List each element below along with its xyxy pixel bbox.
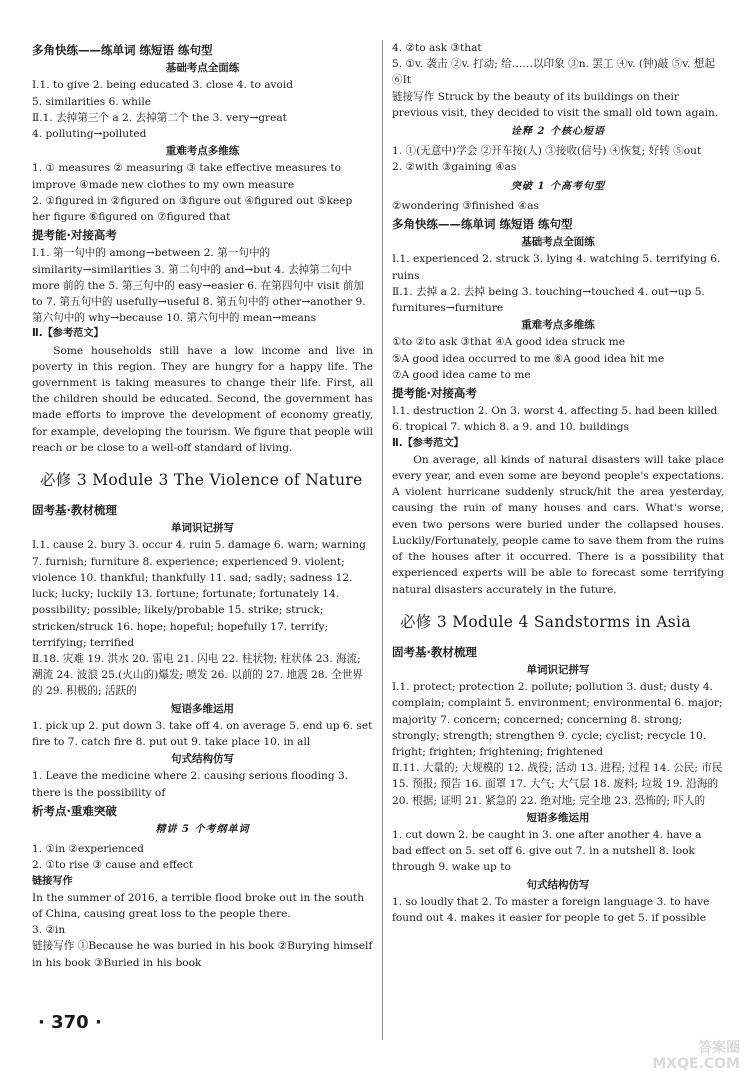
right-sec-8: 多角快练——练单词 练短语 练句型 [392, 217, 573, 232]
column-divider [382, 40, 383, 1040]
left-line-19: 1. pick up 2. put down 3. take off 4. on average 5. end up 6. set fire to 7. catch fire 8. put out 9. take place 10. in all [32, 719, 373, 748]
left-lbl-26: 链接写作 [32, 875, 73, 887]
right-sub-12: 重难考点多维练 [521, 319, 595, 332]
left-sub-6: 重难考点多维练 [165, 145, 240, 158]
right-line-0: 4. ②to ask ③that [392, 42, 482, 54]
left-line-4: Ⅱ.1. 去掉第三个 a 2. 去掉第二个 the 3. very→great [32, 111, 287, 124]
right-sec-21: 固考基·教材梳理 [392, 644, 477, 659]
left-line-3: 5. similarities 6. while [32, 95, 152, 108]
left-line-7: 1. ① measures ② measuring ③ take effective measures to improve ④made new clothes to my own measure [32, 162, 341, 191]
left-lbl-11: Ⅱ.【参考范文】 [32, 328, 104, 340]
right-mod-20: 必修 3 Module 4 Sandstorms in Asia [400, 612, 691, 631]
left-line-2: Ⅰ.1. to give 2. being educated 3. close 4. to avoid [32, 79, 294, 92]
right-line-7: ②wondering ③finished ④as [392, 199, 539, 212]
right-line-5: 2. ②with ③gaining ④as [392, 161, 517, 174]
left-sub-1: 基础考点全面练 [165, 62, 240, 75]
right-line-1: 5. ①v. 袭击 ②v. 打动; 给……以印象 ③n. 罢工 ④v. (钟)敲 ⑤v. 想起 ⑥It [392, 58, 715, 87]
right-line-15: ⑦A good idea came to me [392, 368, 531, 381]
right-line-11: Ⅱ.1. 去掉 a 2. 去掉 being 3. touching→touched 4. out→up 5. furnitures→furniture [392, 285, 705, 315]
right-line-17: Ⅰ.1. destruction 2. On 3. worst 4. affecting 5. had been killed 6. tropical 7. which 8. a 9. and 10. buildings [392, 405, 718, 434]
left-line-28: 3. ②in [32, 924, 66, 937]
left-sub-20: 句式结构仿写 [171, 753, 234, 766]
left-line-25: 2. ①to rise ③ cause and effect [32, 859, 194, 872]
left-line-16: Ⅰ.1. cause 2. bury 3. occur 4. ruin 5. damage 6. warn; warning 7. furnish; furniture 8. experience; experienced 9. violent; violence 10. thankful; thankfully 11. sad; sadly; sadness 12. luck; lucky; luckily 13. fortune; fortunate; fortunately 14. possibility; possible; likely/probable 15. strike; struck; stricken/struck 16. hope; hopeful; hopefully 17. terrify; terrifying; terrified [32, 539, 366, 649]
left-sub-18: 短语多维运用 [171, 702, 234, 715]
right-column [392, 40, 724, 926]
left-line-17: Ⅱ.18. 灾难 19. 洪水 20. 雷电 21. 闪电 22. 柱状物; 柱状体 23. 海流; 潮流 24. 波浪 25.(火山的)爆发; 喷发 26. 以前的 27. 地震 28. 全世界的 29. 积极的; 活跃的 [32, 652, 364, 698]
right-sub-22: 单词识记拼写 [526, 663, 590, 676]
right-line-26: 1. cut down 2. be caught in 3. one after another 4. have a bad effect on 5. set off 6. give out 7. in a nutshell 8. look through 9. wake up to [392, 828, 702, 874]
right-line-14: ⑤A good idea occurred to me ⑥A good idea hit me [392, 352, 665, 365]
page-number: · 370 · [38, 1012, 102, 1033]
right-line-10: Ⅰ.1. experienced 2. struck 3. lying 4. watching 5. terrifying 6. ruins [392, 253, 721, 282]
right-sub-9: 基础考点全面练 [521, 236, 595, 249]
right-line-4: 1. ①(无意中)学会 ②开车接(人) ③接收(信号) ④恢复; 好转 ⑤out [392, 145, 702, 158]
right-line-13: ①to ②to ask ③that ④A good idea struck me [392, 336, 625, 349]
right-line-24: Ⅱ.11. 大量的; 大规模的 12. 战役; 活动 13. 进程; 过程 14. 公民; 市民 15. 预报; 预告 16. 面罩 17. 大气; 大气层 18. 废料; 垃圾 19. 沿海的 20. 根据; 证明 21. 紧急的 22. 绝对地; 完全地 23. 恐怖的; 吓人的 [392, 762, 723, 807]
left-line-24: 1. ①in ②experienced [32, 843, 144, 856]
left-sub-15: 单词识记拼写 [171, 522, 234, 535]
left-line-27: In the summer of 2016, a terrible flood broke out in the south of China, causing great loss to the people there. [32, 891, 365, 920]
right-lbl-18: Ⅱ.【参考范文】 [392, 437, 464, 449]
left-line-29: 链接写作 ①Because he was buried in his book ②Burying himself in his book ③Buried in his book [32, 940, 373, 969]
right-sub-27: 句式结构仿写 [526, 878, 590, 891]
left-sec-0: 多角快练——练单词 练短语 练句型 [32, 43, 213, 57]
watermark-text: 答案圈 MXQE.COM [652, 1040, 740, 1073]
right-para-19: On average, all kinds of natural disasters will take place every year, and even some are beyond people's expectations. A violent hurricane suddenly struck/hit the area yesterday, causing the ruin of many houses and cars. What's worse, even two persons were buried under the collapsed houses. Luckily/Fortunately, people came to save them from the ruins of the houses after it occurred. There is a possibility that experienced experts will be able to forecast some terrifying natural disasters accurately in the future. [392, 453, 724, 596]
left-line-5: 4. polluting→polluted [32, 128, 147, 141]
left-sec-9: 提考能·对接高考 [32, 228, 117, 243]
left-line-8: 2. ①figured in ②figured on ③figure out ④figured out ⑤keep her figure ⑥figured on ⑦figured that [32, 194, 353, 224]
left-subi-23: 精讲 5 个考纲单词 [155, 823, 250, 835]
right-line-2: 链接写作 Struck by the beauty of its buildings on their previous visit, they decided to visit the small old town again. [392, 90, 719, 119]
left-line-21: 1. Leave the medicine where 2. causing serious flooding 3. there is the possibility of [32, 770, 349, 799]
left-column [32, 40, 373, 971]
right-subi-6: 突破 1 个高考句型 [511, 180, 605, 192]
right-sec-16: 提考能·对接高考 [392, 386, 477, 401]
right-line-28: 1. so loudly that 2. To master a foreign language 3. to have found out 4. makes it easier for people to get 5. if possible [392, 895, 710, 924]
left-sec-14: 固考基·教材梳理 [32, 503, 117, 518]
watermark-logo [610, 1040, 740, 1072]
right-sub-25: 短语多维运用 [526, 811, 590, 824]
right-subi-3: 诠释 2 个核心短语 [511, 126, 605, 138]
left-para-12: Some households still have a low income and live in poverty in this region. They are hungry for a happy life. The government is taking measures to change their life. First, all the children should be educated. Second, the government has made efforts to improve the development of economy greatly, for example, developing the tourism. We figure that people will reach or be close to a well-off standard of living. [32, 344, 373, 454]
left-line-10: Ⅰ.1. 第一句中的 among→between 2. 第一句中的 similarity→similarities 3. 第二句中的 and→but 4. 去掉第二句中 more 前的 the 5. 第三句中的 easy→easier 6. 在第四句中 visit 前加 to 7. 第五句中的 usefully→useful 8. 第五句中的 other→another 9. 第六句中的 why→because 10. 第六句中的 mean→means [32, 247, 366, 325]
left-sec-22: 析考点·重难突破 [32, 803, 117, 818]
left-mod-13: 必修 3 Module 3 The Violence of Nature [40, 471, 363, 490]
right-line-23: Ⅰ.1. protect; protection 2. pollute; pollution 3. dust; dusty 4. complain; complaint 5. environment; environmental 6. major; majority 7. concern; concerned; concerning 8. strong; strongly; strength; strengthen 9. cycle; cyclist; recycle 10. fright; frighten; frightening; frightened [392, 681, 723, 758]
